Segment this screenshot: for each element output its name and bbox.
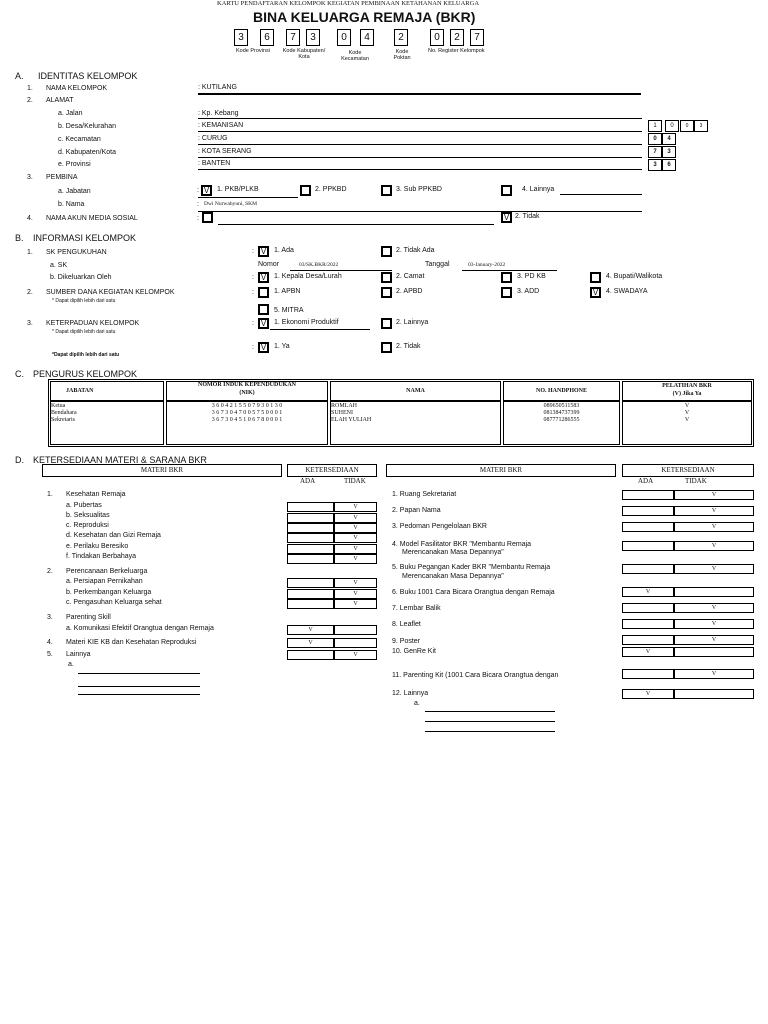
jalan-value: : Kp. Kebang <box>198 110 239 117</box>
item-number: 1. <box>27 85 33 92</box>
nik-cell: 3 6 0 4 2 1 5 5 0 7 9 3 0 1 3 0 <box>211 403 283 409</box>
underline <box>270 329 370 330</box>
pembina-option-2-checkbox[interactable] <box>300 185 311 196</box>
nama-kelompok-label: NAMA KELOMPOK <box>46 85 108 92</box>
keterpaduan-option-2-checkbox[interactable] <box>381 318 392 329</box>
section-c-title: PENGURUS KELOMPOK <box>33 369 138 379</box>
ada-cell[interactable]: V <box>622 587 674 597</box>
sk-ada-checkbox[interactable]: V <box>258 246 269 257</box>
pembina-label: PEMBINA <box>46 174 78 181</box>
col-nik-sub: (NIK) <box>239 390 255 396</box>
underline <box>198 144 642 145</box>
kecamatan-value: : CURUG <box>198 135 228 142</box>
dana-add-label: 3. ADD <box>517 288 540 295</box>
medsos-option-1-checkbox[interactable] <box>202 212 213 223</box>
dikeluarkan-option-2-label: 2. Camat <box>396 273 425 280</box>
ada-cell[interactable] <box>622 506 674 516</box>
form-title: BINA KELUARGA REMAJA (BKR) <box>253 9 476 25</box>
underline <box>198 157 642 158</box>
sumber-dana-label: SUMBER DANA KEGIATAN KELOMPOK <box>46 289 175 296</box>
materi-group-label: Kesehatan Remaja <box>66 491 126 498</box>
sarana-item: 3. Pedoman Pengelolaan BKR <box>392 523 487 530</box>
materi-item: b. Seksualitas <box>66 512 110 519</box>
sarana-item: 7. Lembar Balik <box>392 605 441 612</box>
colon: : <box>252 248 254 255</box>
lainnya-line <box>78 694 200 695</box>
provinsi-code-box: 6 <box>662 159 676 171</box>
ada-cell[interactable] <box>622 564 674 574</box>
tidak-cell[interactable]: V <box>674 541 754 551</box>
keterpaduan-option-1-checkbox[interactable]: V <box>258 318 269 329</box>
nama-cell: SUHENI <box>331 410 353 416</box>
ada-cell[interactable]: V <box>287 638 334 648</box>
hp-cell: 087771286555 <box>543 417 580 423</box>
ada-header-right: ADA <box>638 477 654 485</box>
underline <box>198 169 642 170</box>
code-label: Kode Kabupaten/ Kota <box>282 48 326 61</box>
sarana-item-cont: Merencanakan Masa Depannya" <box>402 549 504 556</box>
tanggal-label: Tanggal <box>425 261 450 268</box>
nama-pembina-label: b. Nama <box>58 201 85 208</box>
lainnya-a: a. <box>68 661 74 668</box>
underline <box>290 270 392 271</box>
colon: : <box>197 187 199 194</box>
underline <box>462 270 557 271</box>
dana-swadaya-label: 4. SWADAYA <box>606 288 648 295</box>
medsos-option-2-label: 2. Tidak <box>515 213 540 220</box>
jabatan-cell: Bendahara <box>51 410 77 416</box>
tidak-cell[interactable]: V <box>674 619 754 629</box>
sarana-item: 4. Model Fasilitator BKR "Membantu Remaja <box>392 541 532 548</box>
sk-a-label: a. SK <box>50 262 68 269</box>
dana-apbd-label: 2. APBD <box>396 288 423 295</box>
ada-cell[interactable] <box>287 578 334 588</box>
medsos-label: NAMA AKUN MEDIA SOSIAL <box>46 215 138 222</box>
col-hp-header: NO. HANDPHONE <box>536 388 587 394</box>
nama-cell: ELAH YULIAH <box>331 417 372 423</box>
col-pelatihan-sub: (V) Jika Ya <box>672 391 702 397</box>
sarana-item: 9. Poster <box>392 638 421 645</box>
code-box: 3 <box>234 29 248 46</box>
ada-cell[interactable] <box>287 554 334 564</box>
lainnya-line <box>78 673 200 674</box>
ada-cell[interactable]: V <box>287 625 334 635</box>
tidak-cell[interactable]: V <box>334 578 377 588</box>
ada-cell[interactable] <box>622 669 674 679</box>
kecamatan-code-box: 0 <box>648 133 662 145</box>
col-pelatihan-header: PELATIHAN BKR <box>662 383 712 389</box>
jabatan-label: a. Jabatan <box>58 188 91 195</box>
tidak-cell[interactable] <box>674 587 754 597</box>
code-label: Kode Provinsi <box>236 48 270 54</box>
dikeluarkan-label: b. Dikeluarkan Oleh <box>50 274 112 281</box>
tanggal-value: 03-January-2022 <box>468 262 506 268</box>
dana-apbd-checkbox[interactable] <box>381 287 392 298</box>
tidak-cell[interactable]: V <box>674 603 754 613</box>
tidak-cell[interactable]: V <box>334 513 377 523</box>
item-number: 1. <box>47 491 53 498</box>
ketersediaan-header-right: KETERSEDIAAN <box>622 464 754 477</box>
code-box: 7 <box>286 29 300 46</box>
materi-header-right: MATERI BKR <box>386 464 616 477</box>
jalan-label: a. Jalan <box>58 110 83 117</box>
materi-header-left: MATERI BKR <box>42 464 282 477</box>
provinsi-value: : BANTEN <box>198 160 231 167</box>
tidak-cell[interactable]: V <box>674 522 754 532</box>
sk-ada-label: 1. Ada <box>274 247 294 254</box>
pembina-option-3-label: 3. Sub PPKBD <box>396 186 442 193</box>
dana-apbn-checkbox[interactable] <box>258 287 269 298</box>
nama-cell: ROMLAH <box>331 403 358 409</box>
code-box: 2 <box>394 29 408 46</box>
form-top-title: KARTU PENDAFTARAN KELOMPOK KEGIATAN PEMBINAAN KETAHANAN KELUARGA <box>217 0 480 7</box>
ya-checkbox[interactable]: V <box>258 342 269 353</box>
section-a-title: IDENTITAS KELOMPOK <box>38 71 138 81</box>
pembina-option-4-label: 4. Lainnya <box>522 186 555 193</box>
sarana-item: 10. GenRe Kit <box>392 648 436 655</box>
dikeluarkan-option-1-label: 1. Kepala Desa/Lurah <box>274 273 342 280</box>
kecamatan-code-box: 4 <box>662 133 676 145</box>
materi-group-label: Materi KIE KB dan Kesehatan Reproduksi <box>66 639 197 646</box>
materi-item: e. Perilaku Beresiko <box>66 543 129 550</box>
materi-group-label: Parenting Skill <box>66 614 111 621</box>
pembina-option-3-checkbox[interactable] <box>381 185 392 196</box>
tidak-cell[interactable]: V <box>334 523 377 533</box>
colon: : <box>252 344 254 351</box>
sk-tidak-checkbox[interactable] <box>381 246 392 257</box>
lainnya-line <box>425 731 555 732</box>
desa-code-box: 1 <box>648 120 662 132</box>
dana-swadaya-checkbox[interactable]: V <box>590 287 601 298</box>
sk-tidak-label: 2. Tidak Ada <box>396 247 435 254</box>
kecamatan-label: c. Kecamatan <box>58 136 101 143</box>
underline <box>198 211 642 212</box>
tidak-cell[interactable]: V <box>674 490 754 500</box>
item-number: 5. <box>47 651 53 658</box>
tidak-cell[interactable]: V <box>334 533 377 543</box>
ada-cell[interactable] <box>287 502 334 512</box>
jabatan-cell: Sekretaris <box>51 417 75 423</box>
medsos-name-line <box>218 224 494 225</box>
ada-cell[interactable] <box>622 619 674 629</box>
colon: : <box>252 289 254 296</box>
dikeluarkan-option-1-checkbox[interactable]: V <box>258 272 269 283</box>
section-a-number: A. <box>15 71 24 81</box>
keterpaduan-option-1-label: 1. Ekonomi Produktif <box>274 319 339 326</box>
tidak-cell[interactable]: V <box>334 650 377 660</box>
tidak-cell[interactable] <box>334 625 377 635</box>
desa-label: b. Desa/Kelurahan <box>58 123 116 130</box>
item-number: 2. <box>27 97 33 104</box>
pelatihan-cell: V <box>684 403 690 409</box>
tidak-cell[interactable]: V <box>334 502 377 512</box>
ada-cell[interactable] <box>622 603 674 613</box>
lainnya-a: a. <box>414 700 420 707</box>
item-number: 2. <box>27 289 33 296</box>
ada-cell[interactable]: V <box>622 647 674 657</box>
alamat-label: ALAMAT <box>46 97 74 104</box>
hp-cell: 089650511583 <box>543 403 580 409</box>
code-box: 3 <box>306 29 320 46</box>
materi-item: a. Persiapan Pernikahan <box>66 578 143 585</box>
ada-cell[interactable] <box>622 541 674 551</box>
ada-cell[interactable] <box>622 635 674 645</box>
tidak-cell[interactable] <box>674 689 754 699</box>
ada-header-left: ADA <box>300 477 316 485</box>
underline <box>198 131 642 132</box>
keterpaduan-note: * Dapat dipilih lebih dari satu <box>52 329 116 335</box>
nomor-label: Nomor <box>258 261 280 268</box>
dana-mitra-checkbox[interactable] <box>258 304 269 315</box>
ada-cell[interactable] <box>287 523 334 533</box>
sarana-item: 5. Buku Pegangan Kader BKR "Membantu Remaja <box>392 564 551 571</box>
colon: : <box>252 320 254 327</box>
tidak-label: 2. Tidak <box>396 343 421 350</box>
code-box: 7 <box>470 29 484 46</box>
dikeluarkan-option-2-checkbox[interactable] <box>381 272 392 283</box>
pembina-option-1-checkbox[interactable]: V <box>201 185 212 196</box>
kabupaten-label: d. Kabupaten/Kota <box>58 149 116 156</box>
materi-item: a. Pubertas <box>66 502 102 509</box>
ada-cell[interactable] <box>287 589 334 599</box>
desa-value: : KEMANISAN <box>198 122 244 129</box>
keterpaduan-label: KETERPADUAN KELOMPOK <box>46 320 140 327</box>
code-box: 2 <box>450 29 464 46</box>
jabatan-cell: Ketua <box>51 403 66 409</box>
item-number: 3. <box>27 320 33 327</box>
materi-item: b. Perkembangan Keluarga <box>66 589 152 596</box>
tidak-cell[interactable]: V <box>674 506 754 516</box>
sumber-dana-note: * Dapat dipilih lebih dari satu <box>52 298 116 304</box>
dana-apbn-label: 1. APBN <box>274 288 301 295</box>
tidak-cell[interactable]: V <box>674 669 754 679</box>
kabupaten-code-box: 3 <box>662 146 676 158</box>
ketersediaan-header-left: KETERSEDIAAN <box>287 464 377 477</box>
ada-cell[interactable]: V <box>622 689 674 699</box>
provinsi-code-box: 3 <box>648 159 662 171</box>
ada-cell[interactable] <box>287 533 334 543</box>
section-d-number: D. <box>15 455 24 465</box>
item-number: 1. <box>27 249 33 256</box>
pembina-option-1-label: 1. PKB/PLKB <box>217 186 259 193</box>
dikeluarkan-option-3-checkbox[interactable] <box>501 272 512 283</box>
item-number: 2. <box>47 568 53 575</box>
dikeluarkan-option-4-label: 4. Bupati/Walikota <box>606 273 663 280</box>
dana-add-checkbox[interactable] <box>501 287 512 298</box>
underline <box>198 118 642 119</box>
tidak-cell[interactable]: V <box>674 635 754 645</box>
item-number: 3. <box>27 174 33 181</box>
tidak-cell[interactable] <box>334 638 377 648</box>
keterpaduan-option-2-label: 2. Lainnya <box>396 319 429 326</box>
ada-cell[interactable] <box>287 513 334 523</box>
colon: : <box>197 201 199 208</box>
pembina-option-2-label: 2. PPKBD <box>315 186 347 193</box>
materi-group-label: Lainnya <box>66 651 91 658</box>
code-label: Kode Poktan <box>393 49 411 62</box>
nama-kelompok-value: : KUTILANG <box>198 84 237 91</box>
section-b-title: INFORMASI KELOMPOK <box>33 233 137 243</box>
tidak-cell[interactable]: V <box>334 589 377 599</box>
section-c-number: C. <box>15 369 24 379</box>
nama-pembina-value: Dwi Nurwahyuni, SKM <box>204 201 258 207</box>
desa-code-box: 3 <box>694 120 708 132</box>
materi-group-label: Perencanaan Berkeluarga <box>66 568 148 575</box>
col-nama-header: NAMA <box>406 388 425 394</box>
materi-item: c. Pengasuhan Keluarga sehat <box>66 599 162 606</box>
desa-code-box: 0 <box>665 120 679 132</box>
dana-mitra-label: 5. MITRA <box>274 307 304 314</box>
underline <box>198 197 298 198</box>
lainnya-line <box>425 721 555 722</box>
desa-code-box: 0 <box>680 120 694 132</box>
provinsi-label: e. Provinsi <box>58 161 91 168</box>
sarana-item: 1. Ruang Sekretariat <box>392 491 457 498</box>
code-box: 0 <box>430 29 444 46</box>
lainnya-line <box>425 711 555 712</box>
ada-cell[interactable] <box>287 599 334 609</box>
tidak-cell[interactable]: V <box>334 544 377 554</box>
ada-cell[interactable] <box>287 650 334 660</box>
code-box: 6 <box>260 29 274 46</box>
sarana-item: 8. Leaflet <box>392 621 421 628</box>
note: *Dapat dipilih lebih dari satu <box>52 352 120 358</box>
medsos-option-2-checkbox[interactable]: V <box>501 212 512 223</box>
sk-label: SK PENGUKUHAN <box>46 249 107 256</box>
pelatihan-cell: V <box>684 410 690 416</box>
ada-cell[interactable] <box>622 522 674 532</box>
sarana-item: 2. Papan Nama <box>392 507 441 514</box>
col-jabatan-header: JABATAN <box>66 388 94 394</box>
kabupaten-value: : KOTA SERANG <box>198 148 252 155</box>
nik-cell: 3 6 7 3 0 4 7 0 0 5 7 5 0 0 0 1 <box>211 410 283 416</box>
dikeluarkan-option-3-label: 3. PD KB <box>517 273 546 280</box>
materi-item: c. Reproduksi <box>66 522 109 529</box>
pembina-option-4-checkbox[interactable] <box>501 185 512 196</box>
code-box: 0 <box>337 29 351 46</box>
tidak-checkbox[interactable] <box>381 342 392 353</box>
item-number: 4. <box>27 215 33 222</box>
colon: : <box>252 274 254 281</box>
tidak-header-left: TIDAK <box>344 477 366 485</box>
underline <box>198 93 641 95</box>
item-number: 4. <box>47 639 53 646</box>
item-number: 3. <box>47 614 53 621</box>
col-nik-header: NOMOR INDUK KEPENDUDUKAN <box>198 382 296 388</box>
sarana-item: 12. Lainnya <box>392 690 429 697</box>
code-label: Kode Kecamatan <box>341 50 369 63</box>
sarana-item-cont: Merencanakan Masa Depannya" <box>402 573 504 580</box>
code-label: No. Register Kelompok <box>428 48 485 54</box>
colon: : <box>197 215 199 222</box>
ya-label: 1. Ya <box>274 343 290 350</box>
kabupaten-code-box: 7 <box>648 146 662 158</box>
code-box: 4 <box>360 29 374 46</box>
lainnya-line <box>78 686 200 687</box>
materi-item: a. Komunikasi Efektif Orangtua dengan Remaja <box>66 625 214 632</box>
ada-cell[interactable] <box>287 544 334 554</box>
ada-cell[interactable] <box>622 490 674 500</box>
tidak-cell[interactable]: V <box>334 599 377 609</box>
sarana-item: 6. Buku 1001 Cara Bicara Orangtua dengan Remaja <box>392 589 555 596</box>
nik-cell: 3 6 7 3 0 4 5 1 0 6 7 8 0 0 0 1 <box>211 417 283 423</box>
tidak-cell[interactable]: V <box>334 554 377 564</box>
materi-item: d. Kesehatan dan Gizi Remaja <box>66 532 161 539</box>
materi-item: f. Tindakan Berbahaya <box>66 553 137 560</box>
underline <box>560 194 642 195</box>
sarana-item: 11. Parenting Kit (1001 Cara Bicara Orangtua dengan <box>392 672 559 679</box>
section-d-title: KETERSEDIAAN MATERI & SARANA BKR <box>33 455 207 465</box>
tidak-cell[interactable]: V <box>674 564 754 574</box>
dikeluarkan-option-4-checkbox[interactable] <box>590 272 601 283</box>
nomor-value: 03/SK.BKR/2022 <box>299 262 339 268</box>
pelatihan-cell: V <box>684 417 690 423</box>
tidak-header-right: TIDAK <box>685 477 707 485</box>
hp-cell: 081384737399 <box>543 410 580 416</box>
tidak-cell[interactable] <box>674 647 754 657</box>
section-b-number: B. <box>15 233 24 243</box>
